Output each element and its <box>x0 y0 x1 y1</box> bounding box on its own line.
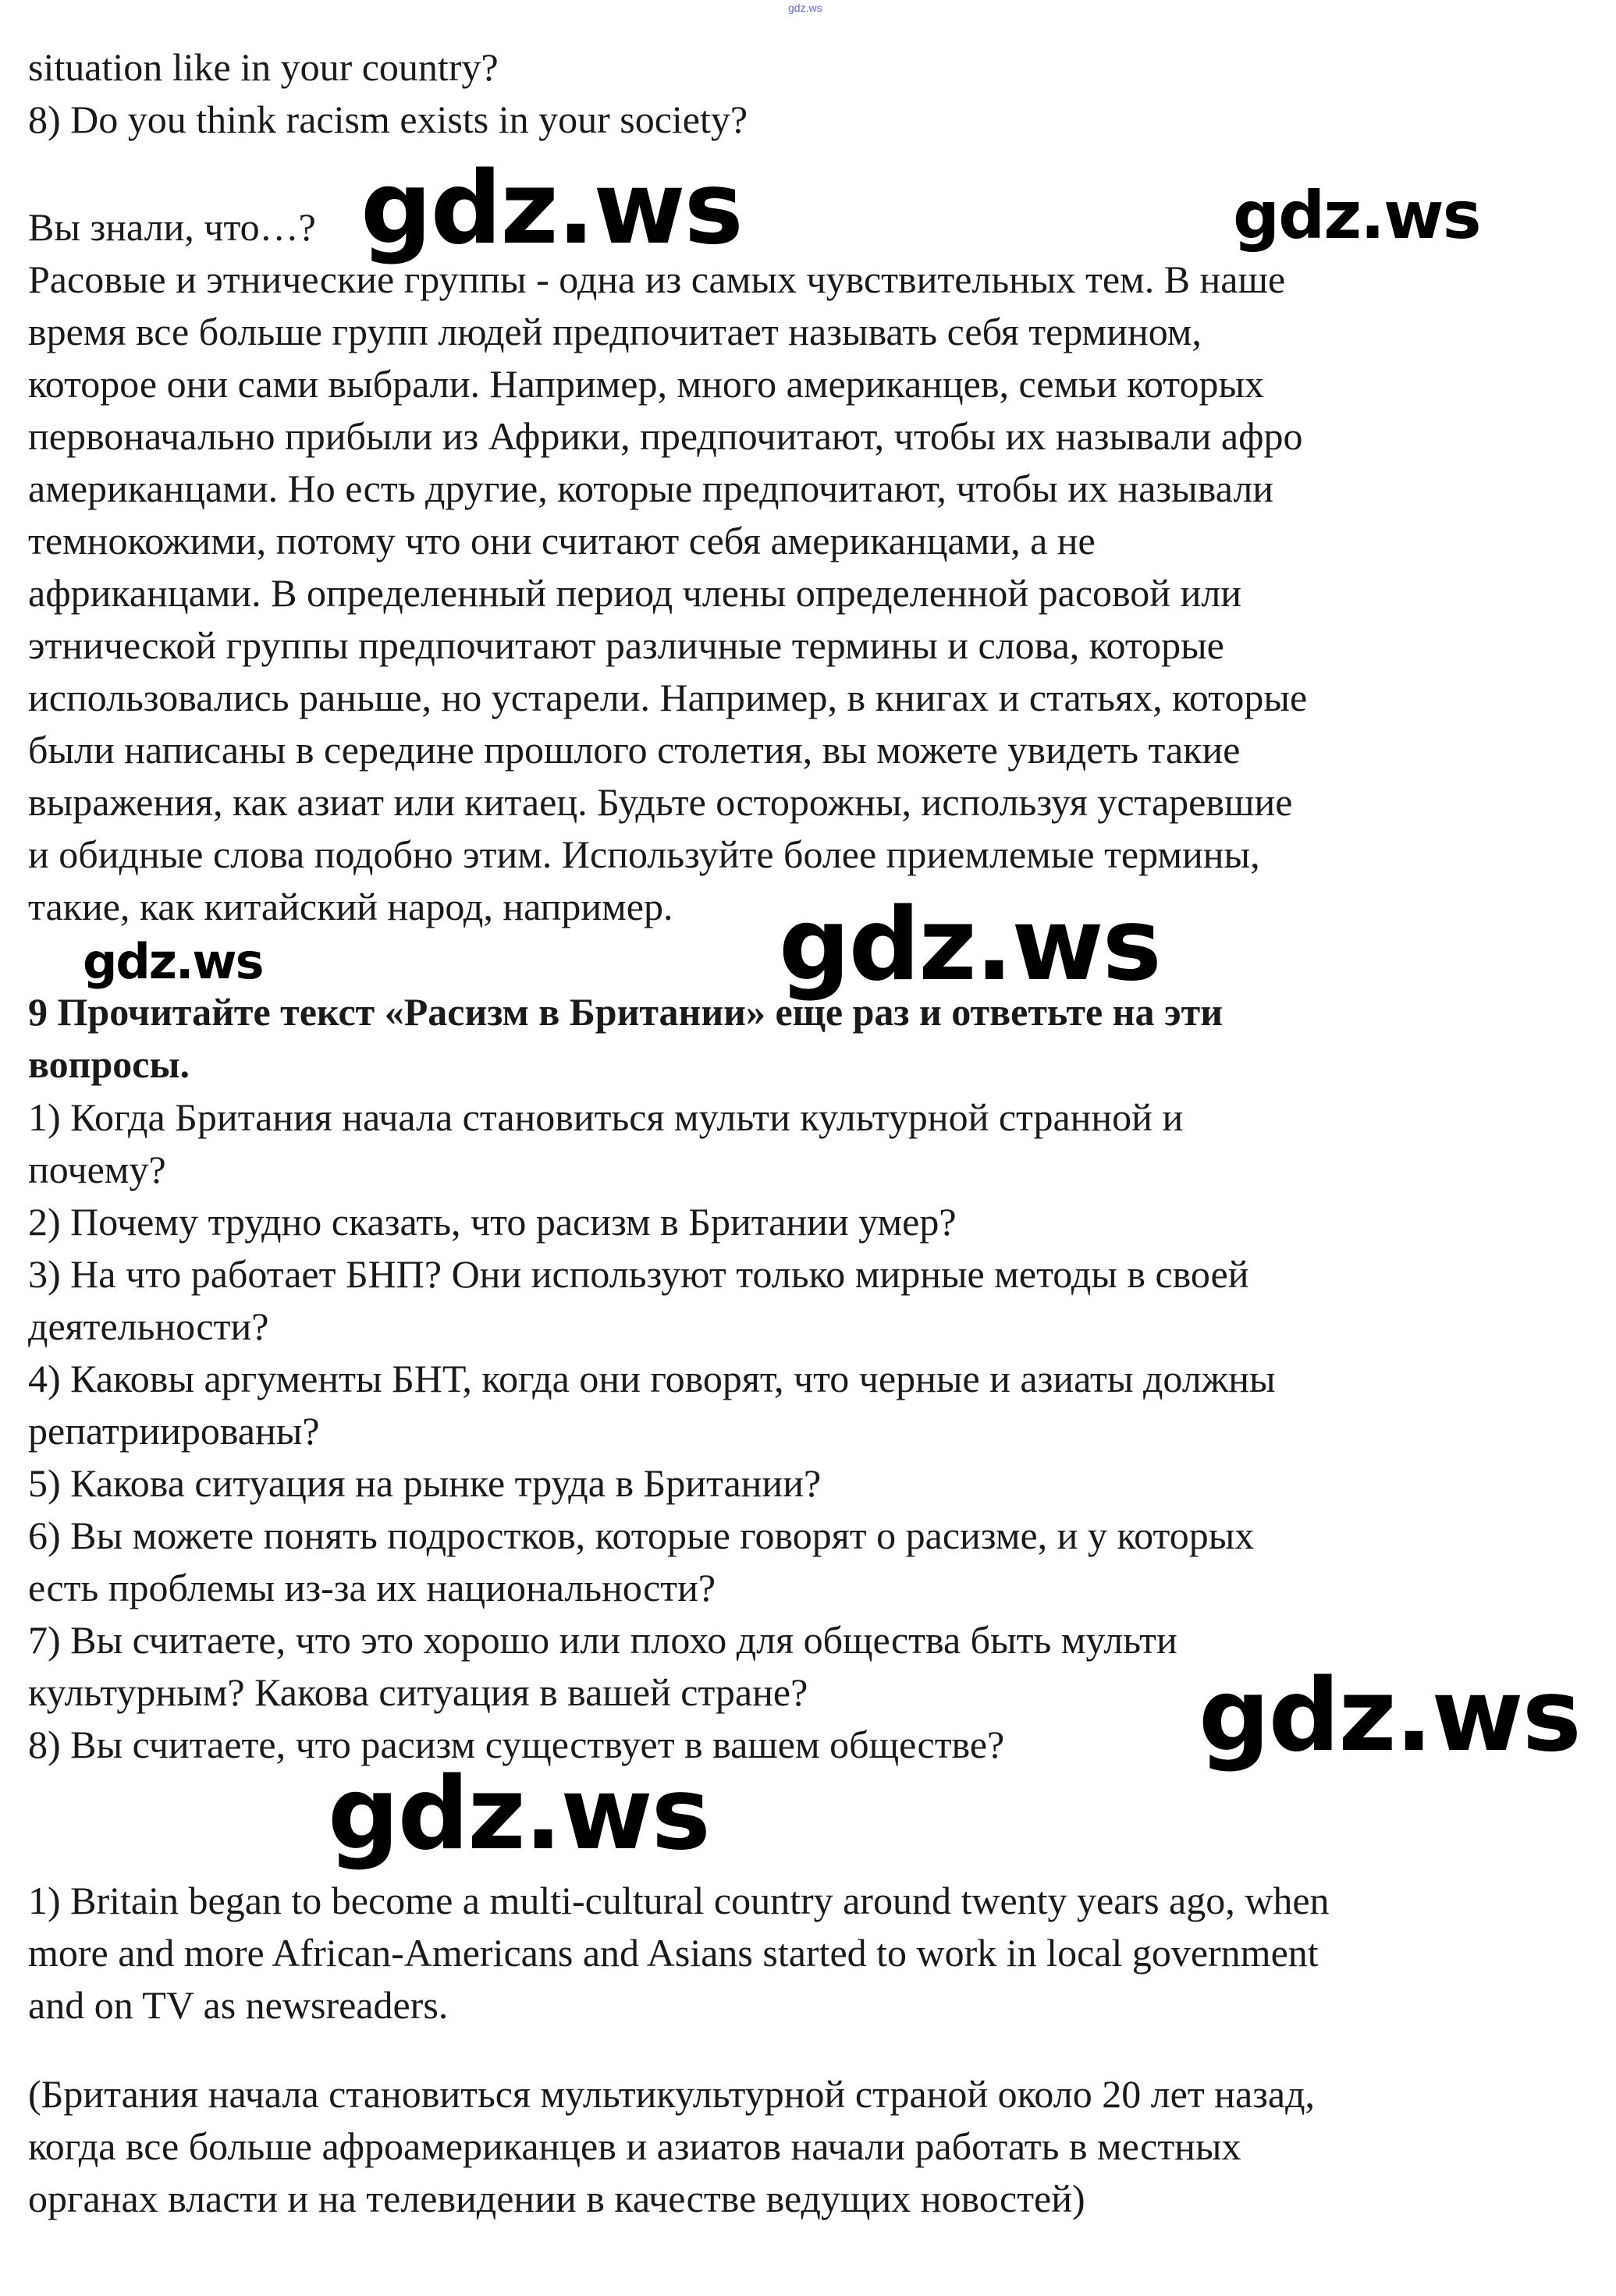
question-line: есть проблемы из-за их национальности? <box>28 1566 716 1609</box>
question-line: 3) На что работает БНП? Они используют только мирные методы в своей <box>28 1252 1249 1296</box>
watermark: gdz.ws <box>1233 177 1480 254</box>
answer-line: more and more African-Americans and Asians started to work in local government <box>28 1931 1319 1975</box>
watermark: gdz.ws <box>83 933 263 990</box>
answer-line: 1) Britain began to become a multi-cultural country around twenty years ago, when <box>28 1879 1330 1922</box>
watermark: gdz.ws <box>360 151 742 267</box>
paragraph-line: выражения, как азиат или китаец. Будьте осторожны, используя устаревшие <box>28 780 1293 824</box>
did-you-know-heading: Вы знали, что…? <box>28 205 316 249</box>
paragraph-line: Расовые и этнические группы - одна из самых чувствительных тем. В наше <box>28 257 1286 301</box>
question-line: 8) Вы считаете, что расизм существует в вашем обществе? <box>28 1723 1005 1766</box>
translation-line: (Британия начала становиться мультикультурной страной около 20 лет назад, <box>28 2072 1316 2116</box>
question-line: культурным? Какова ситуация в вашей стране? <box>28 1670 808 1714</box>
question-line: 7) Вы считаете, что это хорошо или плохо для общества быть мульти <box>28 1618 1177 1662</box>
question-line: почему? <box>28 1148 166 1191</box>
answer-line: and on TV as newsreaders. <box>28 1983 449 2027</box>
paragraph-line: американцами. Но есть другие, которые предпочитают, чтобы их называли <box>28 467 1274 510</box>
watermark: gdz.ws <box>779 887 1160 1003</box>
paragraph-line: такие, как китайский народ, например. <box>28 885 673 928</box>
task-heading: вопросы. <box>28 1042 190 1086</box>
question-line: 5) Какова ситуация на рынке труда в Британии? <box>28 1461 822 1505</box>
translation-line: когда все больше афроамериканцев и азиатов начали работать в местных <box>28 2124 1241 2168</box>
text-line: situation like in your country? <box>28 45 499 89</box>
question-line: деятельности? <box>28 1304 269 1348</box>
translation-line: органах власти и на телевидении в качестве ведущих новостей) <box>28 2177 1085 2220</box>
question-line: 4) Каковы аргументы БНТ, когда они говорят, что черные и азиаты должны <box>28 1357 1276 1400</box>
text-line: 8) Do you think racism exists in your society? <box>28 98 748 141</box>
question-line: репатриированы? <box>28 1409 320 1453</box>
paragraph-line: африканцами. В определенный период члены определенной расовой или <box>28 571 1242 615</box>
task-heading: 9 Прочитайте текст «Расизм в Британии» еще раз и ответьте на эти <box>28 990 1224 1034</box>
site-mark: gdz.ws <box>788 2 822 14</box>
paragraph-line: были написаны в середине прошлого столетия, вы можете увидеть такие <box>28 728 1241 772</box>
watermark: gdz.ws <box>328 1756 709 1872</box>
question-line: 6) Вы можете понять подростков, которые говорят о расизме, и у которых <box>28 1514 1255 1557</box>
question-line: 1) Когда Британия начала становиться мульти культурной странной и <box>28 1095 1184 1139</box>
paragraph-line: использовались раньше, но устарели. Например, в книгах и статьях, которые <box>28 676 1308 719</box>
paragraph-line: и обидные слова подобно этим. Используйте более приемлемые термины, <box>28 832 1260 876</box>
watermark: gdz.ws <box>1199 1658 1580 1774</box>
paragraph-line: которое они сами выбрали. Например, много американцев, семьи которых <box>28 362 1265 406</box>
paragraph-line: темнокожими, потому что они считают себя американцами, а не <box>28 519 1096 562</box>
paragraph-line: первоначально прибыли из Африки, предпочитают, чтобы их называли афро <box>28 414 1303 458</box>
question-line: 2) Почему трудно сказать, что расизм в Британии умер? <box>28 1200 957 1244</box>
paragraph-line: время все больше групп людей предпочитает называть себя термином, <box>28 310 1202 353</box>
paragraph-line: этнической группы предпочитают различные термины и слова, которые <box>28 623 1224 667</box>
